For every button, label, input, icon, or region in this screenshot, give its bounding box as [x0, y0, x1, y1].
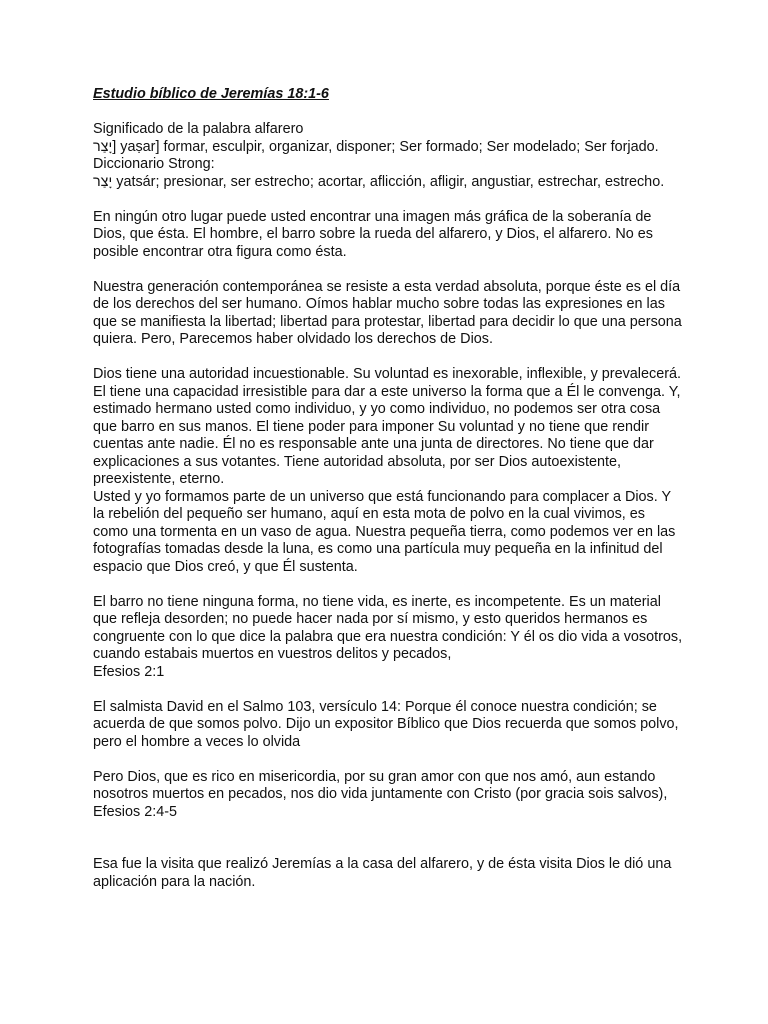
text-line: congruente con lo que dice la palabra que era nuestra condición: Y él os dio vida a vosotros,	[93, 628, 683, 645]
text-line: la rebelión del pequeño ser humano, aquí en esta mota de polvo en la cual vivimos, es	[93, 506, 645, 522]
text-line: Dios tiene una autoridad incuestionable. Su voluntad es inexorable, inflexible, y prevalecerá.	[93, 366, 681, 382]
text-line: acuerda de que somos polvo. Dijo un expositor Bíblico que Dios recuerda que somos polvo,	[93, 716, 679, 732]
text-line: Dios, que ésta. El hombre, el barro sobre la rueda del alfarero, y Dios, el alfarero. No es	[93, 226, 653, 242]
text-line: de los derechos del ser humano. Oímos hablar mucho sobre todas las expresiones en las	[93, 296, 665, 312]
text-line: posible encontrar otra figura como ésta.	[93, 243, 347, 260]
text-line-hebrew-yasar: יָצַר] yaṣar] formar, esculpir, organizar, disponer; Ser formado; Ser modelado; Ser forjado.	[93, 138, 659, 155]
text-line: Diccionario Strong:	[93, 156, 215, 172]
text-line: que se manifiesta la libertad; libertad para protestar, libertad para decidir lo que una persona	[93, 313, 682, 330]
paragraph-barro	[93, 594, 693, 682]
text-line: fotografías tomadas desde la luna, es como una partícula muy pequeña en la infinitud del	[93, 541, 663, 557]
text-line: espacio que Dios creó, y que Él sustenta.	[93, 558, 358, 575]
text-line: Nuestra generación contemporánea se resiste a esta verdad absoluta, porque éste es el día	[93, 278, 681, 295]
text-line: Pero Dios, que es rico en misericordia, por su gran amor con que nos amó, aun estando	[93, 768, 656, 785]
text-line: En ningún otro lugar puede usted encontrar una imagen más gráfica de la soberanía de	[93, 208, 652, 225]
text-line: El tiene una capacidad irresistible para dar a este universo la forma que a Él le convenga. Y,	[93, 383, 681, 400]
text-line: cuando estabais muertos en vuestros delitos y pecados,	[93, 646, 452, 662]
text-line: aplicación para la nación.	[93, 873, 256, 890]
paragraph-autoridad	[93, 366, 693, 576]
paragraph-misericordia	[93, 769, 693, 822]
paragraph-salmista	[93, 699, 693, 752]
text-line: Usted y yo formamos parte de un universo que está funcionando para complacer a Dios. Y	[93, 488, 672, 505]
paragraph-generacion	[93, 279, 693, 349]
text-line: que refleja desorden; no puede hacer nada por sí mismo, y esto queridos hermanos es	[93, 611, 648, 627]
text-line-hebrew-yatsar: יָצַר yatsár; presionar, ser estrecho; acortar, aflicción, afligir, angustiar, estrechar, estrecho.	[93, 173, 665, 190]
scripture-reference: Efesios 2:4-5	[93, 803, 177, 820]
text-line: como una tormenta en un vaso de agua. Nuestra pequeña tierra, como podemos ver en las	[93, 523, 676, 540]
text-line: quiera. Pero, Parecemos haber olvidado los derechos de Dios.	[93, 331, 493, 347]
text-line: Esa fue la visita que realizó Jeremías a la casa del alfarero, y de ésta visita Dios le dió una	[93, 856, 672, 872]
text-line: preexistente, eterno.	[93, 471, 225, 487]
scripture-reference: Efesios 2:1	[93, 663, 165, 680]
text-line: El barro no tiene ninguna forma, no tiene vida, es inerte, es incompetente. Es un material	[93, 593, 661, 610]
text-line: que barro en sus manos. El tiene poder para imponer Su voluntad y no tiene que rendir	[93, 418, 649, 435]
text-line: cuentas ante nadie. Él no es responsable ante una junta de directores. No tiene que dar	[93, 436, 654, 452]
text-line: El salmista David en el Salmo 103, versículo 14: Porque él conoce nuestra condición; se	[93, 698, 657, 715]
text-line: explicaciones a sus votantes. Tiene autoridad absoluta, por ser Dios autoexistente,	[93, 453, 621, 470]
paragraph-visita	[93, 856, 693, 891]
paragraph-imagen	[93, 209, 693, 262]
text-line: Significado de la palabra alfarero	[93, 121, 304, 137]
text-line: estimado hermano usted como individuo, y yo como individuo, no podemos ser otra cosa	[93, 401, 661, 417]
document-body	[93, 86, 693, 891]
paragraph-significado	[93, 121, 693, 191]
text-line: nosotros muertos en pecados, nos dio vida juntamente con Cristo (por gracia sois salvos),	[93, 786, 668, 802]
text-line: pero el hombre a veces lo olvida	[93, 733, 301, 750]
document-title: Estudio bíblico de Jeremías 18:1-6	[93, 86, 329, 102]
